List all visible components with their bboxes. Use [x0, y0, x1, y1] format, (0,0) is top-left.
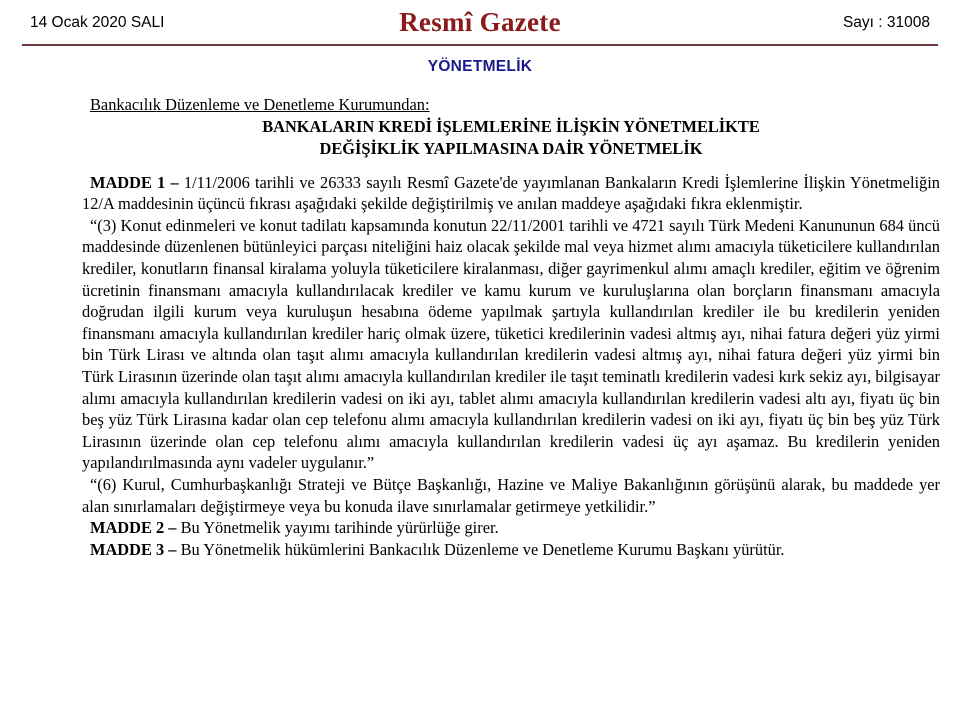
gazette-title: Resmî Gazete [399, 7, 561, 37]
gazette-header [22, 0, 938, 46]
article-3-text: Bu Yönetmelik hükümlerini Bankacılık Düzenleme ve Denetleme Kurumu Başkanı yürütür. [176, 539, 785, 559]
article-2-text: Bu Yönetmelik yayımı tarihinde yürürlüğe girer. [176, 518, 499, 538]
publication-date: 14 Ocak 2020 SALI [30, 14, 165, 31]
document-body [82, 94, 940, 560]
issue-number: Sayı : 31008 [842, 14, 930, 31]
section-heading: YÖNETMELİK [427, 58, 533, 75]
article-1-label: MADDE 1 – [90, 172, 179, 192]
article-3 [82, 539, 940, 561]
article-1 [82, 172, 940, 215]
article-2-label: MADDE 2 – [90, 518, 177, 538]
regulation-title-line-2: DEĞİŞİKLİK YAPILMASINA DAİR YÖNETMELİK [319, 138, 703, 158]
added-paragraph-6: “(6) Kurul, Cumhurbaşkanlığı Strateji ve Bütçe Başkanlığı, Hazine ve Maliye Bakanlığının görüşünü alarak, bu maddede yer alan sınırlamaları değiştirmeye veya bu konuda ilave sınırlamalar getirmeye yetkilidir.” [82, 474, 940, 516]
article-2 [82, 517, 940, 539]
amended-paragraph-3: “(3) Konut edinmeleri ve konut tadilatı kapsamında konutun 22/11/2001 tarihli ve 4721 sayılı Türk Medeni Kanununun 684 üncü maddesinde düzenlenen bütünleyici parçası niteliğini haiz olacak şekilde mal veya hizmet alımı amacıyla tüketicilere kullandırılan krediler, konutların finansal kiralama yoluyla tüketicilere kiralanması, diğer gayrimenkul alımı amaçlı krediler, eğitim ve öğrenim ücretinin finansmanı amacıyla kullandırılacak krediler ve kamu kurum ve kuruluşlarına olan borçların finansmanı amacıyla doğrudan ilgili kurum veya kuruluşun hesabına ödeme yapılmak şartıyla kullandırılan krediler ile bu kredilerin yeniden finansmanı amacıyla kullandırılan krediler hariç olmak üzere, tüketici kredilerinin vadesi altmış ayı, nihai fatura değeri yüz yirmi bin Türk Lirası ve altında olan taşıt alımı amacıyla kullandırılan kredilerin vadesi altmış ayı, nihai fatura değeri yüz yirmi bin Türk Lirasının üzerinde olan taşıt alımı amacıyla kullandırılan krediler ile taşıt teminatlı kredilerin vadesi kırk sekiz ayı, bilgisayar alımı amacıyla kullandırılan kredilerin vadesi on iki ayı, tablet alımı amacıyla kullandırılan kredilerin vadesi altı ayı, fiyatı üç bin beş yüz Türk Lirasına kadar olan cep telefonu alımı amacıyla kullandırılan kredilerin vadesi on iki ayı, fiyatı üç bin beş yüz Türk Lirasının üzerinde olan cep telefonu alımı amacıyla kullandırılan kredilerin vadesi üç ayı aşamaz. Bu kredilerin yeniden yapılandırılmasında aynı vadeler uygulanır.” [82, 215, 940, 473]
issuing-institution: Bankacılık Düzenleme ve Denetleme Kurumundan: [90, 95, 430, 114]
article-3-label: MADDE 3 – [90, 539, 177, 559]
regulation-title [82, 116, 940, 160]
regulation-title-line-1: BANKALARIN KREDİ İŞLEMLERİNE İLİŞKİN YÖNETMELİKTE [262, 116, 760, 136]
article-1-text: 1/11/2006 tarihli ve 26333 sayılı Resmî Gazete'de yayımlanan Bankaların Kredi İşlemlerine İlişkin Yönetmeliğin 12/A maddesinin üçüncü fıkrası aşağıdaki şekilde değiştirilmiş ve anılan maddeye aşağıdaki fıkra eklenmiştir. [82, 172, 940, 214]
